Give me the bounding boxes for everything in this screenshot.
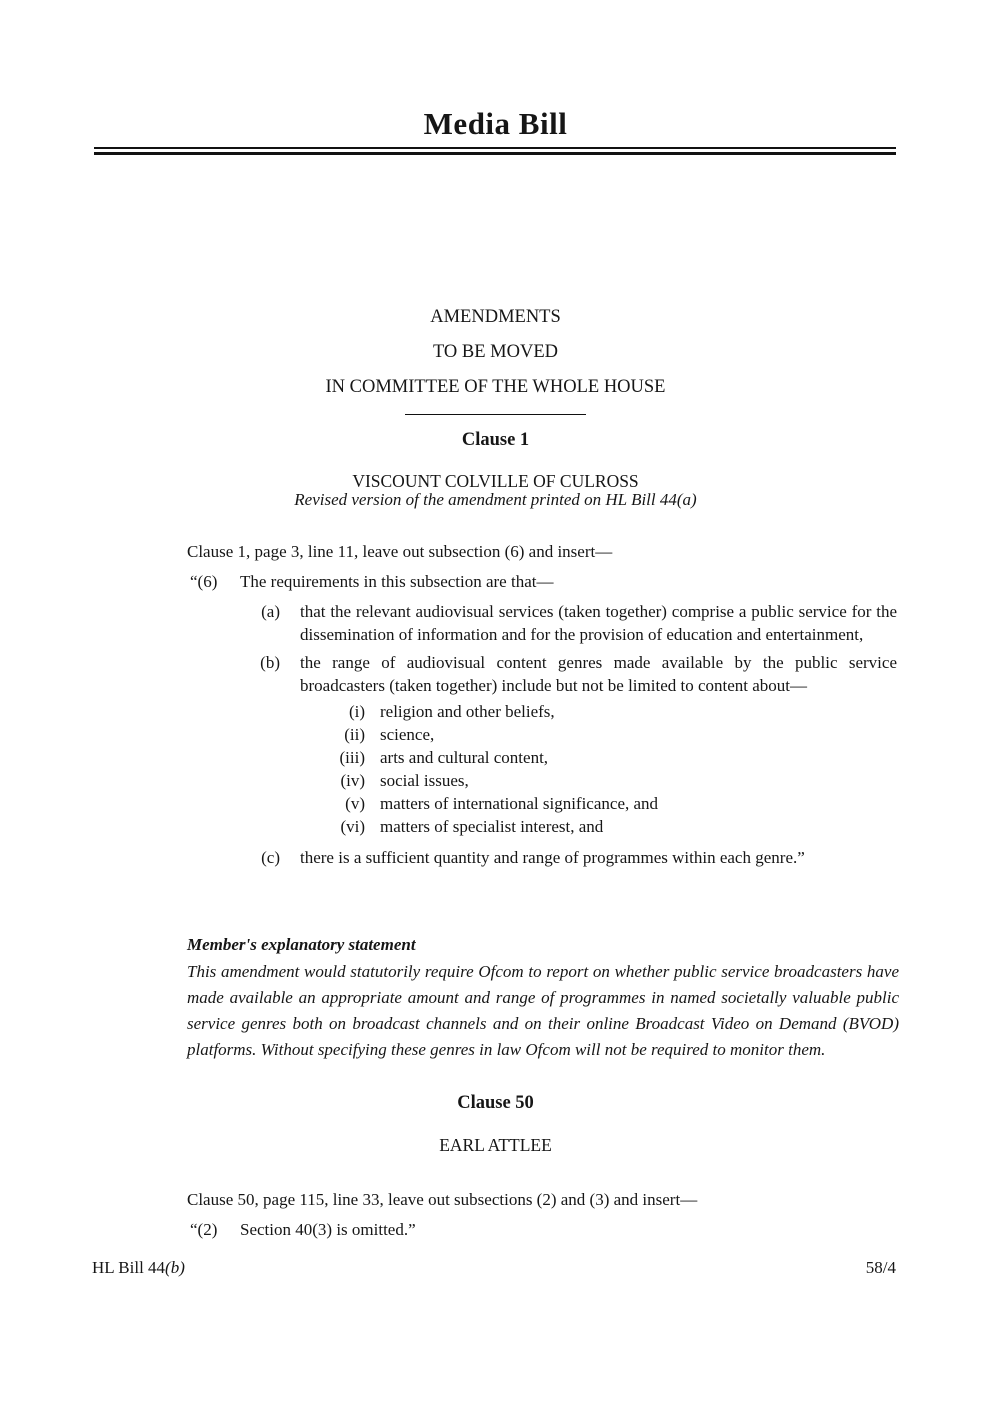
list-item-a — [187, 600, 897, 646]
clause-1-heading: Clause 1 — [461, 430, 530, 450]
subitem-i-marker: (i) — [348, 702, 365, 721]
item-b-marker: (b) — [260, 653, 280, 672]
clause-50-heading: Clause 50 — [457, 1093, 534, 1113]
subitem-iii — [187, 746, 897, 769]
list-item-c — [187, 846, 897, 869]
item-c-text: there is a sufficient quantity and range of programmes within each genre.” — [300, 848, 805, 867]
subitem-ii-marker: (ii) — [344, 725, 365, 744]
subitem-vi — [187, 815, 897, 838]
subitem-i — [187, 700, 897, 723]
subitem-v-text: matters of international significance, and — [380, 794, 659, 813]
subitem-v-marker: (v) — [345, 794, 365, 813]
subsection-2-text: Section 40(3) is omitted.” — [240, 1220, 416, 1239]
footer-serial-number: 58/4 — [865, 1258, 896, 1277]
title-double-rule — [94, 147, 896, 155]
footer-bill-reference-main: HL Bill 44 — [92, 1258, 166, 1277]
page-footer — [92, 1257, 896, 1279]
preamble-rule — [405, 414, 586, 415]
subitem-iii-text: arts and cultural content, — [380, 748, 549, 767]
amendment-1-instruction: Clause 1, page 3, line 11, leave out subsection (6) and insert— — [187, 542, 613, 561]
subitem-ii — [187, 723, 897, 746]
preamble-line-to-be-moved: TO BE MOVED — [432, 342, 559, 362]
footer-bill-reference — [92, 1257, 185, 1279]
amendment-revision-note: Revised version of the amendment printed on HL Bill 44(a) — [294, 490, 697, 509]
subitem-vi-marker: (vi) — [340, 817, 365, 836]
subsection-6-text: The requirements in this subsection are that— — [240, 572, 554, 591]
subsection-6-marker: “(6) — [190, 572, 218, 591]
footer-bill-reference-suffix: (b) — [165, 1258, 185, 1277]
amendment-2-body — [187, 1188, 897, 1241]
member-name-attlee: EARL ATTLEE — [439, 1135, 552, 1155]
subitem-v — [187, 792, 897, 815]
item-b-text: the range of audiovisual content genres made available by the public service broadcasters (taken together) include but not be limited to content about— — [300, 653, 897, 695]
explanatory-statement-heading: Member's explanatory statement — [187, 935, 416, 954]
amendment-1-body — [187, 540, 897, 869]
subitem-iv-marker: (iv) — [340, 771, 365, 790]
explanatory-statement-text: This amendment would statutorily require Ofcom to report on whether public service broadcasters have made available an appropriate amount and range of programmes in named societally valuable public service genres both on broadcast channels and on their online Broadcast Video on Demand (BVOD) platforms. Without specifying these genres in law Ofcom will not be required to monitor them. — [187, 962, 899, 1059]
member-name-colville: VISCOUNT COLVILLE OF CULROSS — [352, 471, 639, 491]
preamble — [0, 304, 991, 415]
amendment-2-instruction: Clause 50, page 115, line 33, leave out subsections (2) and (3) and insert— — [187, 1190, 698, 1209]
subitem-vi-text: matters of specialist interest, and — [380, 817, 604, 836]
item-c-marker: (c) — [261, 848, 280, 867]
preamble-line-committee: IN COMMITTEE OF THE WHOLE HOUSE — [325, 377, 666, 397]
genre-sublist — [187, 700, 897, 838]
item-a-marker: (a) — [261, 602, 280, 621]
subsection-6 — [187, 570, 897, 593]
list-item-b — [187, 651, 897, 697]
subitem-iv-text: social issues, — [380, 771, 469, 790]
subitem-iv — [187, 769, 897, 792]
subitem-i-text: religion and other beliefs, — [380, 702, 555, 721]
subitem-iii-marker: (iii) — [339, 748, 365, 767]
preamble-line-amendments: AMENDMENTS — [430, 307, 561, 327]
subsection-2 — [187, 1218, 897, 1241]
subsection-2-marker: “(2) — [190, 1220, 218, 1239]
item-a-text: that the relevant audiovisual services (taken together) comprise a public service for the dissemination of information and for the provision of education and entertainment, — [300, 602, 897, 644]
subitem-ii-text: science, — [380, 725, 435, 744]
page-title: Media Bill — [423, 106, 568, 141]
explanatory-statement — [187, 933, 899, 1063]
